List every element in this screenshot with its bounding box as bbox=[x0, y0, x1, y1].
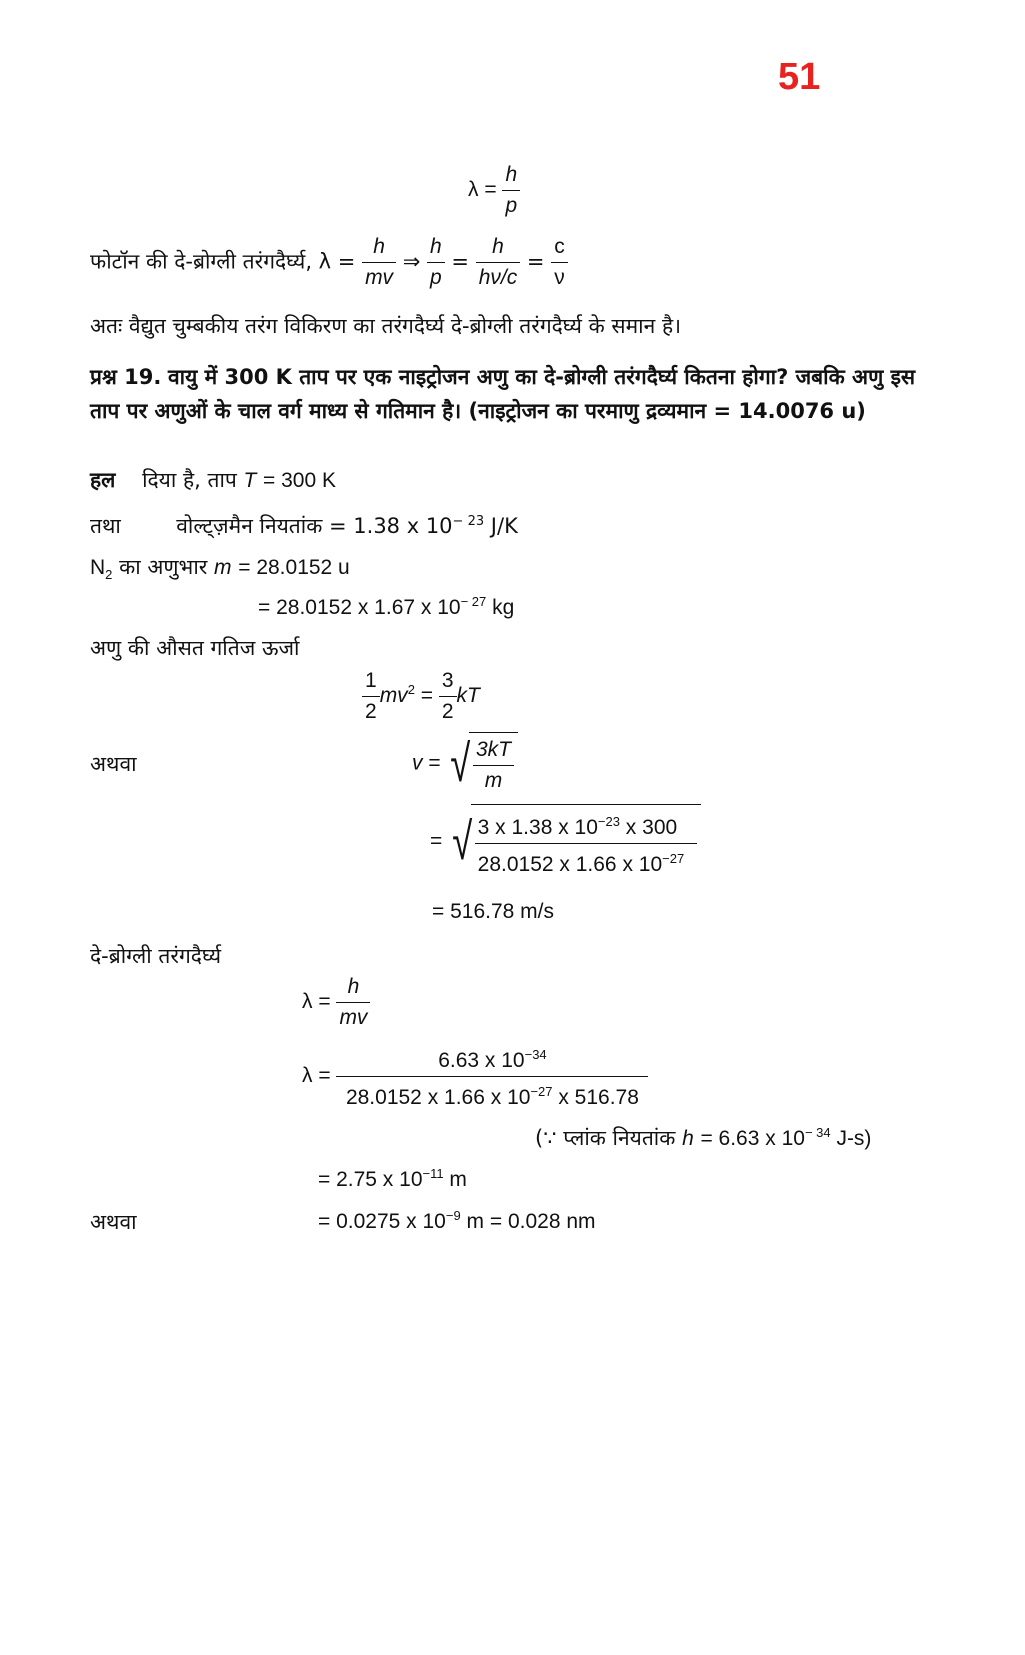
question-text: वायु में 300 K ताप पर एक नाइट्रोजन अणु का दे-ब्रोग्ली तरंगदैर्घ्य कितना होगा? जबकि अणु इस ताप पर अणुओं के चाल वर्ग माध्य से गतिमान है। (नाइट्रोजन का परमाणु द्रव्यमान = 14.0076 u) bbox=[90, 365, 916, 423]
boltzmann-exponent: − 23 bbox=[452, 514, 485, 529]
lambda-denominator-tail: x 516.78 bbox=[552, 1086, 639, 1109]
sqrt-symbol: √ bbox=[452, 813, 473, 871]
conclusion-text: अतः वैद्युत चुम्बकीय तरंग विकिरण का तरंगदैर्घ्य दे-ब्रोग्ली तरंगदैर्घ्य के समान है। bbox=[90, 314, 682, 338]
given-var: T bbox=[243, 469, 257, 492]
velocity-denominator-exponent: −27 bbox=[662, 851, 685, 866]
numerator: h bbox=[362, 232, 396, 263]
lambda-numerator: 6.63 x 10 bbox=[438, 1049, 525, 1072]
denominator: p bbox=[430, 266, 442, 289]
boltzmann-unit: J/K bbox=[484, 514, 518, 538]
lambda-fraction bbox=[336, 1040, 648, 1113]
photon-wavelength-line bbox=[90, 232, 568, 293]
kinetic-energy-equation: $\frac{1}{2}$ $mv^2$ = $\frac{3}{2}$ kT bbox=[362, 666, 480, 727]
fraction-one-half: $\frac{1}{2}$ bbox=[362, 666, 380, 727]
numerator: h bbox=[476, 232, 521, 263]
n2-var: m bbox=[214, 556, 232, 579]
velocity-denominator: 28.0152 x 1.66 x 10 bbox=[477, 853, 663, 876]
planck-unit: J-s) bbox=[830, 1127, 872, 1150]
result-2 bbox=[318, 1208, 596, 1234]
numerator: h bbox=[502, 160, 520, 191]
athva-label-1: अथवा bbox=[90, 752, 137, 776]
equals-sign: = bbox=[526, 249, 545, 274]
result-1-text: = 2.75 x 10 bbox=[318, 1168, 423, 1191]
denominator: p bbox=[505, 194, 518, 217]
velocity-formula: v = √ $\frac{3kT}{m}$ bbox=[412, 732, 518, 796]
lambda-h-mv: λ = $\frac{h}{mv}$ bbox=[302, 972, 370, 1033]
fraction-three-half: $\frac{3}{2}$ bbox=[439, 666, 457, 727]
boltzmann-line bbox=[90, 512, 518, 540]
velocity-numerator-tail: x 300 bbox=[619, 816, 678, 839]
page-number: 51 bbox=[778, 56, 821, 98]
fraction-h-over-hnu-c bbox=[476, 232, 521, 293]
solution-given bbox=[90, 466, 336, 494]
athva-label-2: अथवा bbox=[90, 1210, 137, 1234]
n2-conversion bbox=[258, 594, 514, 620]
result-2-exponent: −9 bbox=[445, 1208, 461, 1223]
equation-lambda-h-p bbox=[468, 160, 520, 221]
result-1 bbox=[318, 1166, 467, 1192]
planck-value: = 6.63 x 10 bbox=[700, 1127, 805, 1150]
de-broglie-label: दे-ब्रोग्ली तरंगदैर्घ्य bbox=[90, 944, 222, 968]
question-label: प्रश्न 19. bbox=[90, 365, 162, 389]
velocity-numerator-exponent: −23 bbox=[597, 814, 620, 829]
lambda-lhs: λ = bbox=[468, 178, 497, 202]
boltzmann-text: वोल्ट्ज़मैन नियतांक = 1.38 x 10 bbox=[176, 514, 453, 538]
sqrt-symbol: √ bbox=[450, 735, 471, 793]
n2-value: = 28.0152 u bbox=[238, 556, 350, 579]
n2-symbol: $N_2$ bbox=[90, 556, 113, 583]
n2-conversion-exponent: − 27 bbox=[460, 594, 487, 609]
implies-arrow: ⇒ bbox=[402, 249, 421, 274]
planck-exponent: − 34 bbox=[804, 1125, 831, 1140]
result-1-exponent: −11 bbox=[422, 1166, 444, 1181]
result-2-unit: m = 0.028 nm bbox=[460, 1210, 596, 1233]
velocity-result: = 516.78 m/s bbox=[432, 900, 554, 923]
planck-note-text: (∵ प्लांक नियतांक bbox=[535, 1126, 676, 1150]
denominator: hν/c bbox=[478, 266, 518, 289]
lambda-denominator-exponent: −27 bbox=[530, 1084, 553, 1099]
fraction-h-over-p bbox=[502, 160, 520, 221]
lambda-denominator: 28.0152 x 1.66 x 10 bbox=[345, 1086, 531, 1109]
given-value: = 300 K bbox=[263, 469, 337, 492]
denominator: ν bbox=[554, 266, 565, 289]
fraction-h-over-p bbox=[427, 232, 445, 293]
planck-var: h bbox=[682, 1127, 694, 1150]
photon-text: फोटॉन की दे-ब्रोग्ली तरंगदैर्घ्य, λ = bbox=[90, 249, 356, 274]
question-block bbox=[90, 360, 925, 428]
tatha-label: तथा bbox=[90, 514, 121, 538]
solution-label: हल bbox=[90, 468, 116, 492]
lambda-numeric: λ = $\frac{6.63 x 10^{-34}}{28.0152 x 1.66 x 10^{-27} x 516.78}$ bbox=[302, 1040, 648, 1113]
fraction-h-over-mv: $\frac{h}{mv}$ bbox=[336, 972, 370, 1033]
numerator: c bbox=[551, 232, 568, 263]
ke-label: अणु की औसत गतिज ऊर्जा bbox=[90, 636, 300, 660]
velocity-numerator: 3 x 1.38 x 10 bbox=[477, 816, 598, 839]
n2-conversion-text: = 28.0152 x 1.67 x 10 bbox=[258, 596, 461, 619]
fraction-h-over-mv bbox=[362, 232, 396, 293]
planck-note bbox=[535, 1124, 871, 1152]
given-text: दिया है, ताप bbox=[142, 468, 237, 492]
result-1-unit: m bbox=[443, 1168, 467, 1191]
denominator: mv bbox=[365, 266, 394, 289]
equals-sign: = bbox=[451, 249, 470, 274]
n2-mass-line bbox=[90, 553, 350, 582]
result-2-text: = 0.0275 x 10 bbox=[318, 1210, 446, 1233]
lambda-numerator-exponent: −34 bbox=[524, 1047, 547, 1062]
n2-conversion-unit: kg bbox=[486, 596, 515, 619]
fraction-c-over-nu bbox=[551, 232, 568, 293]
velocity-numeric: = √ 3 x 1.38 x $10^{-23}$ x 300 28.0152 x 1.66 x $10^{-27}$ bbox=[430, 804, 701, 880]
n2-text: का अणुभार bbox=[112, 555, 208, 579]
numerator: h bbox=[427, 232, 445, 263]
